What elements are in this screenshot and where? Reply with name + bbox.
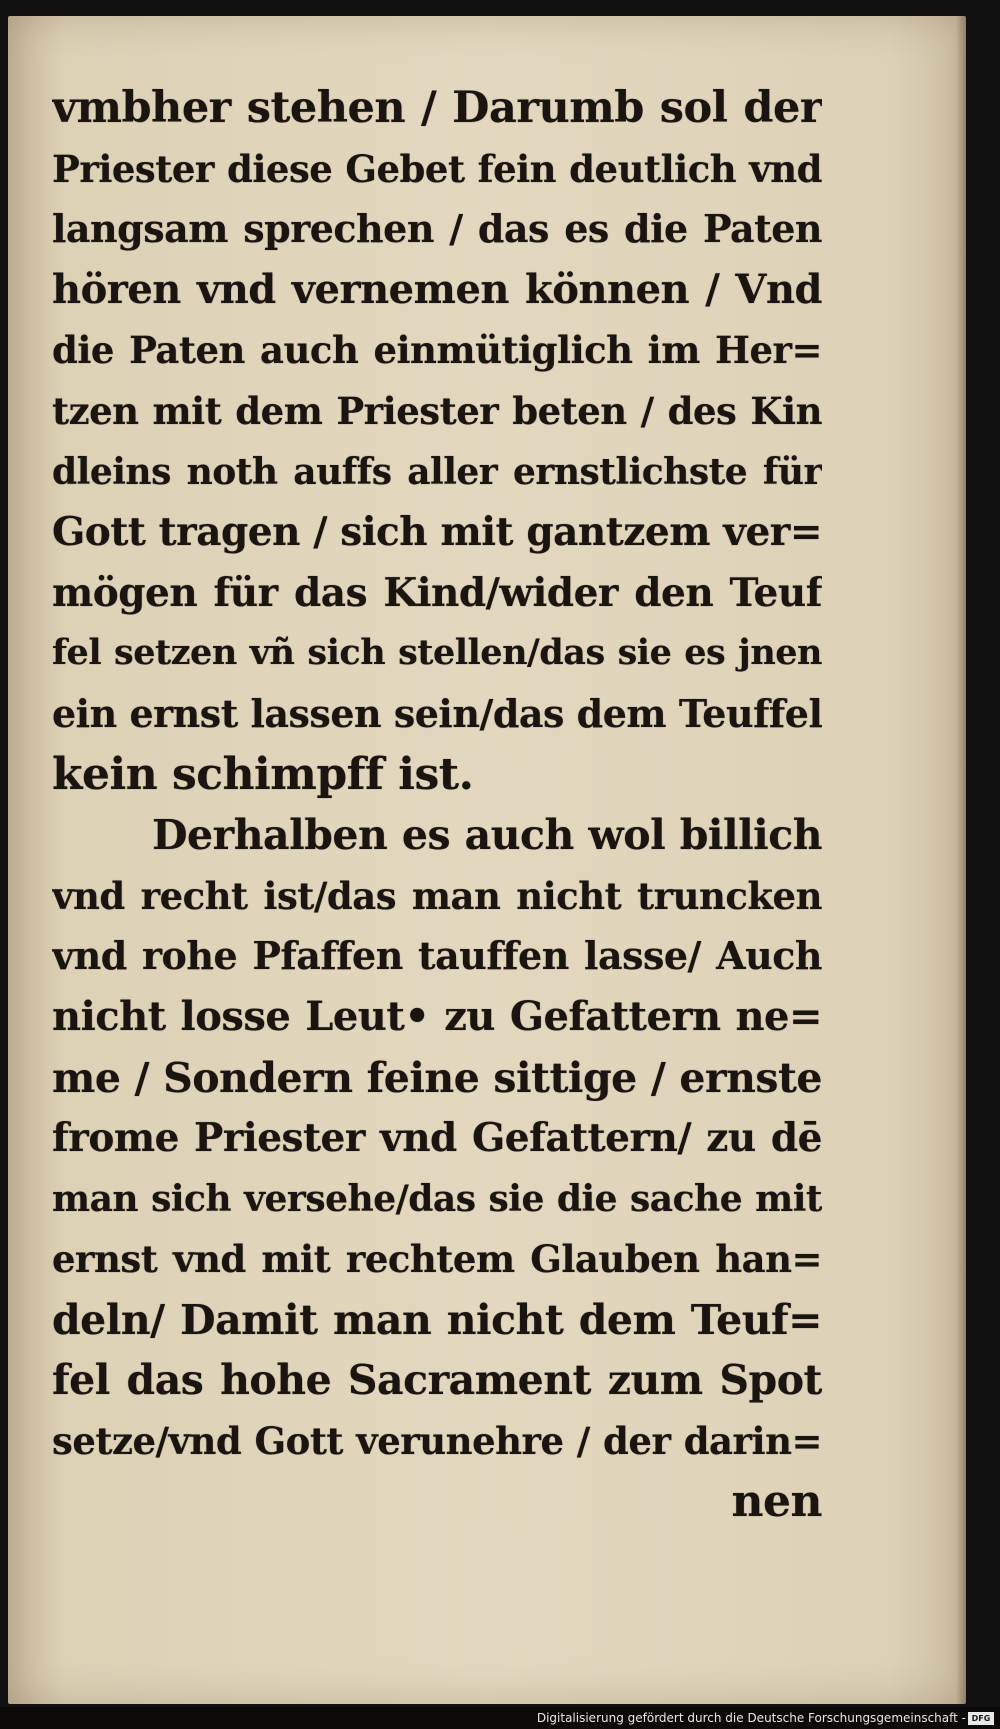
footer-bar: [0, 1707, 1000, 1729]
text-line: vnd rohe Pfaffen tauffen lasse/ Auch: [52, 933, 822, 979]
dfg-logo: DFG: [968, 1712, 994, 1725]
text-line: Priester diese Gebet fein deutlich vnd: [52, 146, 822, 191]
text-line: die Paten auch einmütiglich im Her=: [52, 328, 822, 373]
text-line: fel setzen vñ sich stellen/das sie es jnen: [52, 632, 822, 674]
funding-credit: Digitalisierung gefördert durch die Deutsche Forschungsgemeinschaft -: [536, 1711, 966, 1725]
text-line: hören vnd vernemen können / Vnd: [52, 265, 822, 313]
text-line: vnd recht ist/das man nicht truncken: [52, 873, 822, 918]
text-line: ein ernst lassen sein/das dem Teuffel: [52, 690, 822, 736]
text-line: Gott tragen / sich mit gantzem ver=: [52, 509, 822, 556]
text-line: tzen mit dem Priester beten / des Kin: [52, 388, 822, 433]
text-line: frome Priester vnd Gefattern/ zu dē: [52, 1115, 822, 1162]
text-line: me / Sondern feine sittige / ernste: [52, 1053, 822, 1102]
page-edge-shadow: [956, 16, 966, 1704]
catchword: nen: [731, 1475, 822, 1527]
text-line: ernst vnd mit rechtem Glauben han=: [52, 1237, 822, 1282]
text-line: man sich versehe/das sie die sache mit: [52, 1177, 822, 1220]
text-line: nicht losse Leut• zu Gefattern ne=: [52, 992, 822, 1040]
text-line-paragraph-start: Derhalben es auch wol billich: [152, 811, 822, 860]
text-line: deln/ Damit man nicht dem Teuf=: [52, 1295, 822, 1344]
text-line: dleins noth auffs aller ernstlichste für: [52, 450, 822, 493]
text-line: vmbher stehen / Darumb sol der: [52, 83, 822, 133]
text-line: fel das hohe Sacrament zum Spot: [52, 1356, 822, 1405]
text-line: kein schimpff ist.: [52, 748, 474, 800]
text-line: mögen für das Kind/wider den Teuf: [52, 569, 822, 616]
text-line: langsam sprechen / das es die Paten: [52, 206, 822, 252]
book-page: [8, 16, 966, 1704]
text-line: setze/vnd Gott verunehre / der darin=: [52, 1419, 822, 1464]
page-text: [52, 78, 822, 1532]
